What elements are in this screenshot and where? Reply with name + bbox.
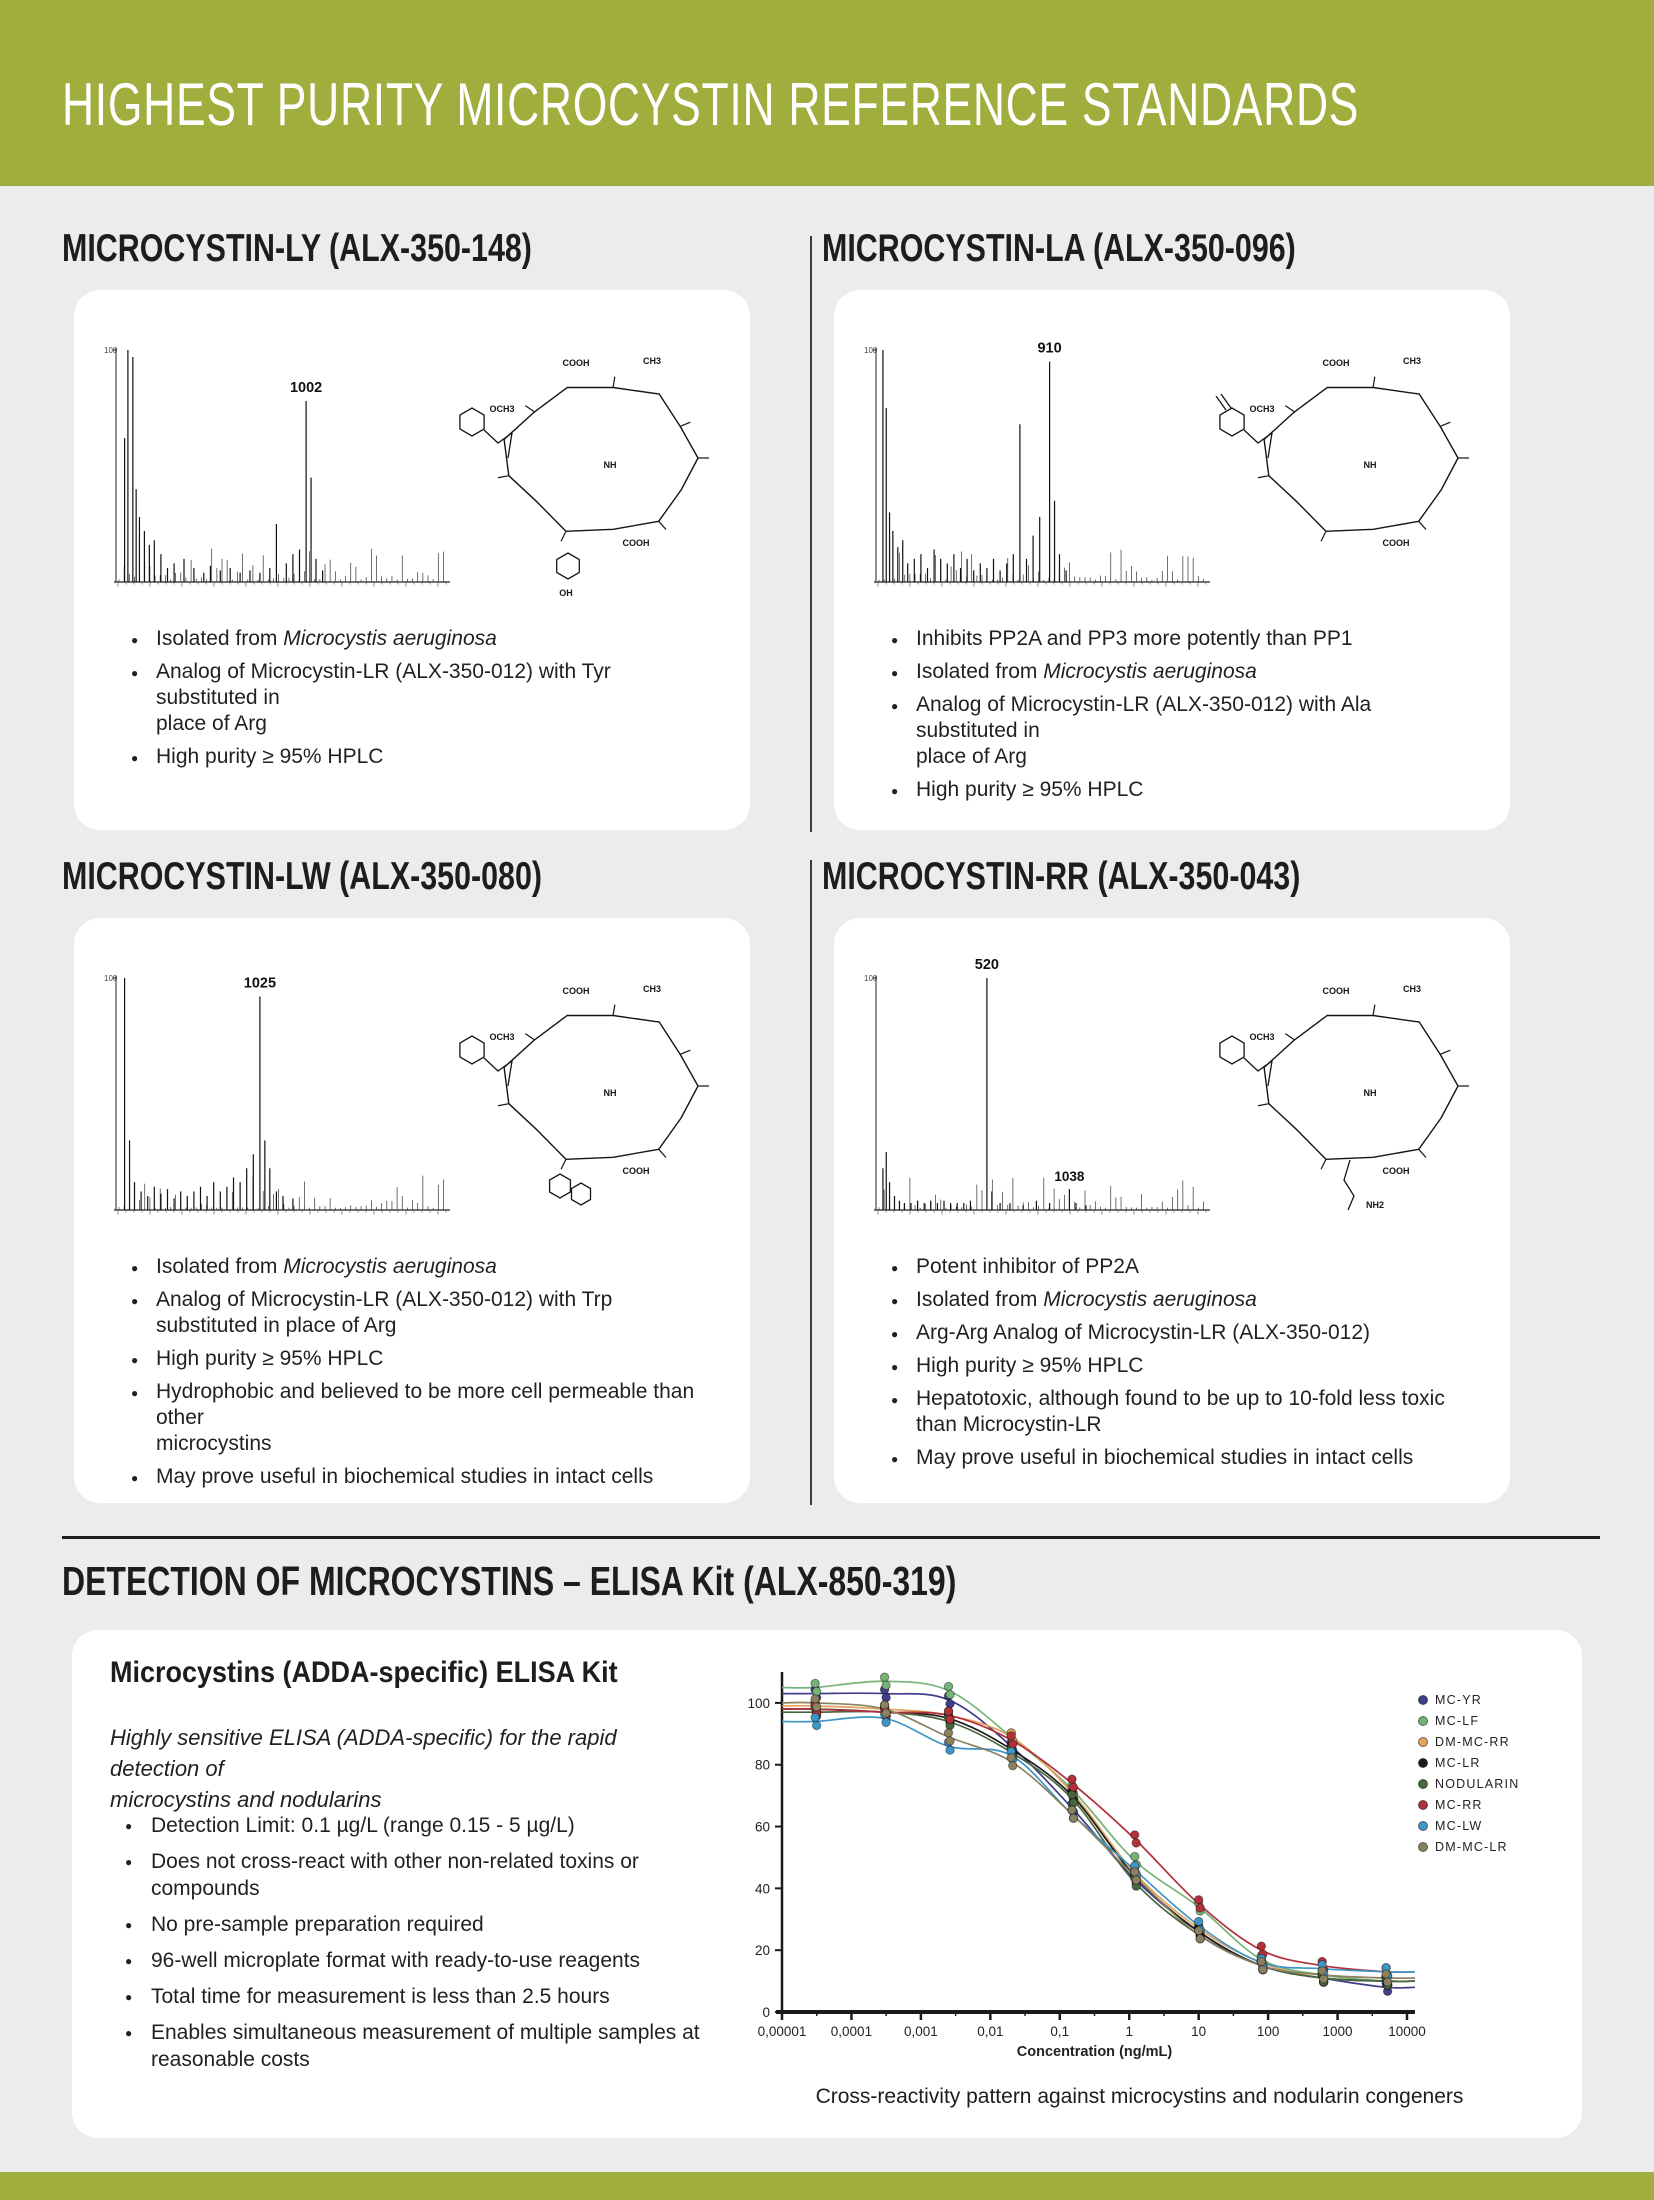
product-title-text: MICROCYSTIN-LA (ALX-350-096) xyxy=(822,227,1296,270)
data-point-MC-YR xyxy=(946,1700,954,1708)
mass-spectrum-figure xyxy=(864,310,1480,610)
chemical-structure-graphic xyxy=(1220,984,1469,1210)
product-card xyxy=(74,290,750,830)
data-point-DM-MC-LR xyxy=(1257,1957,1265,1965)
curve-MC-LW xyxy=(782,1717,1415,1972)
peak-label: 1038 xyxy=(1054,1169,1085,1185)
legend-dot-MC-YR xyxy=(1419,1696,1428,1705)
spectrum-plot xyxy=(104,974,450,1215)
bullet-item: ● Isolated from Microcystis aeruginosa xyxy=(890,1287,1476,1313)
column-divider-row1 xyxy=(810,236,812,832)
data-point-DM-MC-LR xyxy=(1132,1876,1140,1884)
column-divider-row2 xyxy=(810,860,812,1505)
product-section-ly xyxy=(62,224,752,830)
x-tick-label: 0,0001 xyxy=(830,2024,873,2039)
data-point-MC-LF xyxy=(944,1682,952,1690)
product-title xyxy=(62,224,752,290)
data-point-MC-LW xyxy=(946,1746,954,1754)
data-point-DM-MC-LR xyxy=(1196,1935,1204,1943)
chart-caption: Cross-reactivity pattern against microcystins and nodularin congeners xyxy=(815,2085,1464,2108)
structure-label: NH xyxy=(603,460,617,470)
structure-label: COOH xyxy=(1382,1166,1410,1176)
y-tick-label: 60 xyxy=(754,1819,770,1835)
bullet-item: ● May prove useful in biochemical studies in intact cells xyxy=(890,1445,1476,1471)
curve-DM-MC-LR xyxy=(782,1702,1415,1978)
y-tick-label: 80 xyxy=(754,1757,770,1773)
legend-label: MC-YR xyxy=(1435,1693,1482,1707)
product-card xyxy=(834,290,1510,830)
product-bullets xyxy=(834,626,1510,803)
structure-label: CH3 xyxy=(642,984,662,994)
product-section-lw xyxy=(62,852,752,1503)
legend-dot-DM-MC-RR xyxy=(1419,1738,1428,1747)
legend-dot-MC-RR xyxy=(1419,1801,1428,1810)
legend-label: DM-MC-LR xyxy=(1435,1840,1508,1854)
data-point-NODULARIN xyxy=(1068,1791,1076,1799)
cross-reactivity-chart xyxy=(707,1642,1572,2138)
product-bullets xyxy=(74,626,750,770)
structure-label: CH3 xyxy=(1402,356,1422,366)
detection-section-title-text: DETECTION OF MICROCYSTINS – ELISA Kit (ALX-850-319) xyxy=(62,1558,957,1604)
data-point-DM-MC-LR xyxy=(1009,1761,1017,1769)
data-point-DM-MC-LR xyxy=(1382,1970,1390,1978)
data-point-MC-LW xyxy=(882,1718,890,1726)
kit-bullet-item: ● 96-well microplate format with ready-to-use reagents xyxy=(124,1947,704,1974)
data-point-MC-RR xyxy=(1257,1942,1265,1950)
data-point-DM-MC-LR xyxy=(1259,1965,1267,1973)
legend-dot-MC-LF xyxy=(1419,1717,1428,1726)
legend-dot-DM-MC-LR xyxy=(1419,1843,1428,1852)
bullet-item: ● High purity ≥ 95% HPLC xyxy=(130,744,716,770)
bullet-item: ● High purity ≥ 95% HPLC xyxy=(890,1353,1476,1379)
data-point-DM-MC-LR xyxy=(1319,1975,1327,1983)
structure-label: OH xyxy=(559,588,573,598)
structure-label: COOH xyxy=(1322,358,1350,368)
chemical-structure-graphic xyxy=(460,356,709,598)
kit-bullet-item: ● Enables simultaneous measurement of multiple samples at reasonable costs xyxy=(124,2019,704,2073)
data-point-MC-RR xyxy=(1194,1896,1202,1904)
data-point-MC-YR xyxy=(882,1693,890,1701)
bullet-item: ● Arg-Arg Analog of Microcystin-LR (ALX-350-012) xyxy=(890,1320,1476,1346)
spectrum-plot xyxy=(864,341,1210,587)
data-point-MC-RR xyxy=(1007,1732,1015,1740)
x-tick-label: 0,00001 xyxy=(757,2024,807,2039)
x-tick-label: 1000 xyxy=(1322,2024,1353,2039)
structure-label: COOH xyxy=(622,1166,650,1176)
structure-label: OCH3 xyxy=(1249,404,1275,414)
kit-bullet-item: ● No pre-sample preparation required xyxy=(124,1911,704,1938)
y-tick-label: 20 xyxy=(754,1943,770,1959)
spectrum-ymax-label: 100 xyxy=(864,974,878,983)
structure-label: CH3 xyxy=(642,356,662,366)
peak-label: 1025 xyxy=(243,975,277,992)
detection-section-title xyxy=(62,1558,1209,1605)
legend-label: MC-LW xyxy=(1435,1819,1483,1833)
data-point-MC-RR xyxy=(1196,1904,1204,1912)
peak-label: 910 xyxy=(1037,340,1062,357)
x-tick-label: 10 xyxy=(1191,2024,1207,2039)
structure-label: NH2 xyxy=(1366,1200,1385,1210)
data-point-DM-MC-LR xyxy=(812,1703,820,1711)
data-point-MC-RR xyxy=(1132,1839,1140,1847)
y-tick-label: 100 xyxy=(747,1695,770,1711)
kit-bullet-item: ● Does not cross-react with other non-related toxins or compounds xyxy=(124,1848,704,1902)
section-divider-rule xyxy=(62,1536,1600,1539)
bullet-item: ● High purity ≥ 95% HPLC xyxy=(890,777,1476,803)
spectrum-plot xyxy=(104,346,450,587)
peak-label: 1002 xyxy=(289,380,323,397)
data-point-DM-MC-LR xyxy=(811,1695,819,1703)
mass-spectrum-figure xyxy=(104,938,720,1238)
x-tick-label: 0,001 xyxy=(903,2024,938,2039)
product-title xyxy=(822,852,1512,918)
data-point-DM-MC-LR xyxy=(1194,1927,1202,1935)
data-point-MC-LW xyxy=(811,1713,819,1721)
structure-label: CH3 xyxy=(1402,984,1422,994)
product-title xyxy=(62,852,752,918)
page-title xyxy=(0,0,1654,139)
structure-label: OCH3 xyxy=(489,1032,515,1042)
data-point-NODULARIN xyxy=(1069,1799,1077,1807)
data-point-MC-LF xyxy=(1131,1852,1139,1860)
curve-MC-LR xyxy=(782,1709,1415,1981)
product-title-text: MICROCYSTIN-LY (ALX-350-148) xyxy=(62,227,532,270)
data-point-MC-RR xyxy=(944,1707,952,1715)
data-point-DM-MC-LR xyxy=(946,1737,954,1745)
data-point-DM-MC-LR xyxy=(1068,1806,1076,1814)
bullet-item: ● Isolated from Microcystis aeruginosa xyxy=(890,659,1476,685)
dose-response-chart-svg xyxy=(707,1642,1572,2077)
legend-label: DM-MC-RR xyxy=(1435,1735,1510,1749)
x-axis-label: Concentration (ng/mL) xyxy=(1016,2044,1173,2060)
data-point-DM-MC-LR xyxy=(944,1729,952,1737)
spectrum-plot xyxy=(864,957,1210,1215)
x-tick-label: 10000 xyxy=(1388,2024,1426,2039)
data-point-MC-RR xyxy=(1009,1740,1017,1748)
bullet-item: ● Analog of Microcystin-LR (ALX-350-012) with Tyr substituted in place of Arg xyxy=(130,659,716,737)
data-point-MC-LF xyxy=(882,1681,890,1689)
bullet-item: ● Inhibits PP2A and PP3 more potently than PP1 xyxy=(890,626,1476,652)
structure-label: OCH3 xyxy=(489,404,515,414)
curve-NODULARIN xyxy=(782,1711,1415,1981)
data-point-MC-LF xyxy=(812,1687,820,1695)
data-point-DM-MC-LR xyxy=(1131,1868,1139,1876)
kit-bullet-item: ● Total time for measurement is less than 2.5 hours xyxy=(124,1983,704,2010)
chemical-structure-graphic xyxy=(1216,356,1469,548)
data-point-DM-MC-LR xyxy=(882,1709,890,1717)
footer-bar xyxy=(0,2172,1654,2200)
product-title-text: MICROCYSTIN-RR (ALX-350-043) xyxy=(822,855,1301,898)
bullet-item: ● Analog of Microcystin-LR (ALX-350-012) with Ala substituted in place of Arg xyxy=(890,692,1476,770)
data-point-DM-MC-LR xyxy=(1318,1967,1326,1975)
data-point-MC-RR xyxy=(1068,1775,1076,1783)
product-section-la xyxy=(822,224,1512,830)
elisa-kit-card xyxy=(72,1630,1582,2138)
kit-bullet-item: ● Detection Limit: 0.1 µg/L (range 0.15 - 5 µg/L) xyxy=(124,1812,704,1839)
bullet-item: ● Analog of Microcystin-LR (ALX-350-012) with Trp substituted in place of Arg xyxy=(130,1287,716,1339)
product-bullets xyxy=(74,1254,750,1490)
data-point-MC-LF xyxy=(811,1679,819,1687)
structure-label: COOH xyxy=(562,358,590,368)
data-point-DM-MC-LR xyxy=(880,1701,888,1709)
bullet-item: ● Hydrophobic and believed to be more cell permeable than other microcystins xyxy=(130,1379,716,1457)
structure-label: NH xyxy=(603,1088,617,1098)
legend-label: MC-LF xyxy=(1435,1714,1480,1728)
bullet-item: ● High purity ≥ 95% HPLC xyxy=(130,1346,716,1372)
bullet-item: ● Isolated from Microcystis aeruginosa xyxy=(130,626,716,652)
kit-title xyxy=(110,1656,674,1690)
structure-label: COOH xyxy=(1322,986,1350,996)
legend-dot-MC-LW xyxy=(1419,1822,1428,1831)
structure-label: COOH xyxy=(622,538,650,548)
x-tick-label: 0,1 xyxy=(1050,2024,1070,2039)
kit-title-text: Microcystins (ADDA-specific) ELISA Kit xyxy=(110,1656,618,1689)
data-point-MC-RR xyxy=(1069,1783,1077,1791)
data-point-MC-RR xyxy=(946,1715,954,1723)
bullet-item: ● May prove useful in biochemical studies in intact cells xyxy=(130,1464,716,1490)
kit-intro-text: Highly sensitive ELISA (ADDA-specific) for the rapid detection of microcystins and nodularins xyxy=(110,1725,617,1812)
data-point-DM-MC-LR xyxy=(1069,1814,1077,1822)
spectrum-ymax-label: 100 xyxy=(104,974,118,983)
data-point-DM-MC-LR xyxy=(1007,1753,1015,1761)
data-point-MC-LW xyxy=(812,1721,820,1729)
x-tick-label: 1 xyxy=(1125,2024,1133,2039)
legend-dot-MC-LR xyxy=(1419,1759,1428,1768)
data-point-MC-RR xyxy=(1131,1831,1139,1839)
spectrum-ymax-label: 100 xyxy=(104,346,118,355)
structure-label: COOH xyxy=(1382,538,1410,548)
mass-spectrum-figure xyxy=(104,310,720,610)
page-title-text: HIGHEST PURITY MICROCYSTIN REFERENCE STANDARDS xyxy=(62,71,1360,138)
product-card xyxy=(834,918,1510,1503)
x-tick-label: 100 xyxy=(1256,2024,1280,2039)
curve-DM-MC-RR xyxy=(782,1706,1415,1982)
legend-label: MC-RR xyxy=(1435,1798,1483,1812)
y-tick-label: 40 xyxy=(754,1881,770,1897)
spectrum-ymax-label: 100 xyxy=(864,346,878,355)
product-section-rr xyxy=(822,852,1512,1503)
product-title-text: MICROCYSTIN-LW (ALX-350-080) xyxy=(62,855,543,898)
curve-MC-LF xyxy=(782,1681,1415,1981)
product-bullets xyxy=(834,1254,1510,1471)
bullet-item: ● Potent inhibitor of PP2A xyxy=(890,1254,1476,1280)
structure-label: NH xyxy=(1363,1088,1377,1098)
structure-label: COOH xyxy=(562,986,590,996)
data-point-DM-MC-LR xyxy=(1383,1978,1391,1986)
peak-label: 520 xyxy=(974,957,1000,973)
legend-label: MC-LR xyxy=(1435,1756,1481,1770)
data-point-MC-LF xyxy=(946,1690,954,1698)
structure-label: NH xyxy=(1363,460,1377,470)
data-point-MC-LF xyxy=(880,1673,888,1681)
header-banner xyxy=(0,0,1654,186)
bullet-item: ● Isolated from Microcystis aeruginosa xyxy=(130,1254,716,1280)
legend-label: NODULARIN xyxy=(1435,1777,1520,1791)
product-card xyxy=(74,918,750,1503)
mass-spectrum-figure xyxy=(864,938,1480,1238)
legend-dot-NODULARIN xyxy=(1419,1780,1428,1789)
product-title xyxy=(822,224,1512,290)
chemical-structure-graphic xyxy=(460,984,709,1205)
chart-legend xyxy=(1419,1693,1520,1854)
x-tick-label: 0,01 xyxy=(977,2024,1004,2039)
kit-bullets xyxy=(124,1812,704,2082)
y-tick-label: 0 xyxy=(762,2005,770,2020)
structure-label: OCH3 xyxy=(1249,1032,1275,1042)
bullet-item: ● Hepatotoxic, although found to be up to 10-fold less toxic than Microcystin-LR xyxy=(890,1386,1476,1438)
data-point-MC-LW xyxy=(1194,1917,1202,1925)
